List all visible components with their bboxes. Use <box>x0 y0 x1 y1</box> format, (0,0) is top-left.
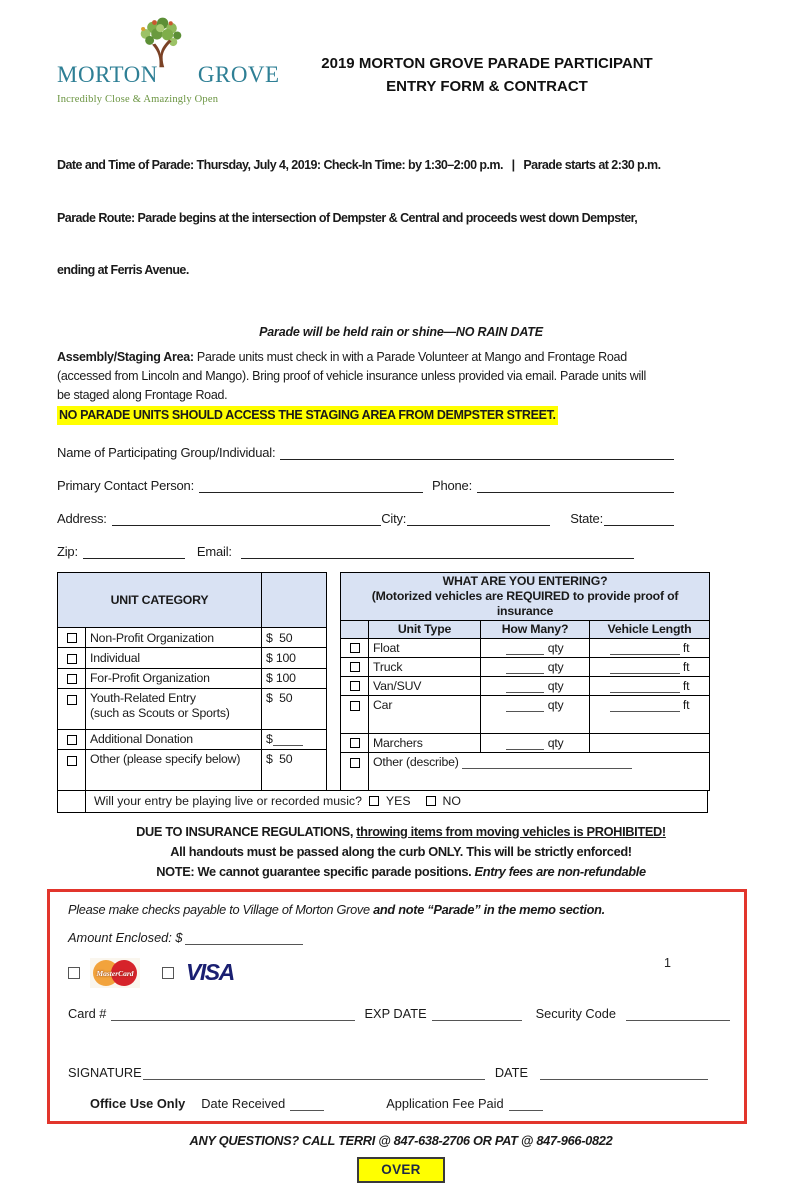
truck-checkbox[interactable] <box>350 662 360 672</box>
car-checkbox[interactable] <box>350 701 360 711</box>
row-price: $ 100 <box>262 668 327 688</box>
logo-word-grove: GROVE <box>197 62 280 87</box>
state-label: State: <box>570 510 603 526</box>
questions-line: ANY QUESTIONS? CALL TERRI @ 847-638-2706 OR PAT @ 847-966-0822 <box>189 1132 613 1148</box>
other-category-checkbox[interactable] <box>67 756 77 766</box>
assembly-line-2: (accessed from Lincoln and Mango). Bring proof of vehicle insurance unless provided via email. Parade units will <box>57 368 646 383</box>
table-row: Marchers qty <box>341 733 710 752</box>
handouts-note: All handouts must be passed along the curb ONLY. This will be strictly enforced! <box>170 843 632 859</box>
insurance-prohibited: throwing items from moving vehicles is PROHIBITED! <box>356 823 666 839</box>
col-how-many: How Many? <box>481 620 590 638</box>
checks-payable-text: Please make checks payable to Village of Morton Grove <box>68 901 374 917</box>
date-received-label: Date Received <box>201 1095 286 1111</box>
row-sublabel: (such as Scouts or Sports) <box>90 705 230 720</box>
address-label: Address: <box>57 510 107 526</box>
fee-paid-label: Application Fee Paid <box>386 1095 504 1111</box>
music-question-row <box>57 790 708 813</box>
youth-checkbox[interactable] <box>67 695 77 705</box>
address-line <box>57 507 674 526</box>
phone-blank[interactable] <box>477 479 674 493</box>
unit-type: Truck <box>369 657 481 676</box>
row-price: $ 100 <box>262 648 327 668</box>
amount-blank[interactable] <box>185 931 303 945</box>
unit-category-header: UNIT CATEGORY <box>58 572 262 628</box>
other-entry-checkbox[interactable] <box>350 758 360 768</box>
mastercard-checkbox[interactable] <box>68 967 80 979</box>
table-row <box>58 749 327 790</box>
route-line-2: ending at Ferris Avenue. <box>57 263 189 277</box>
logo-tagline: Incredibly Close & Amazingly Open <box>57 94 219 105</box>
row-label: Individual <box>86 648 262 668</box>
nonprofit-checkbox[interactable] <box>67 633 77 643</box>
float-checkbox[interactable] <box>350 643 360 653</box>
city-blank[interactable] <box>407 512 550 526</box>
row-label: Additional Donation <box>86 729 262 749</box>
over-button: OVER <box>357 1157 445 1183</box>
row-price: $ <box>266 732 273 747</box>
assembly-paragraph <box>57 348 745 425</box>
date-label: DATE <box>494 1064 528 1080</box>
fee-paid-blank[interactable] <box>509 1097 543 1111</box>
page-number: 1 <box>664 956 671 970</box>
table-row <box>341 752 710 790</box>
assembly-line-3: be staged along Frontage Road. <box>57 387 228 402</box>
music-yes-label: YES <box>385 794 411 808</box>
row-price: $ 50 <box>262 628 327 648</box>
email-label: Email: <box>196 543 232 559</box>
exp-date-label: EXP DATE <box>364 1005 427 1021</box>
group-name-label: Name of Participating Group/Individual: <box>57 444 276 460</box>
mastercard-wordmark: MasterCard <box>96 968 134 978</box>
mastercard-logo <box>90 958 140 988</box>
table-row: Car qty ft <box>341 695 710 733</box>
table-row <box>58 668 327 688</box>
table-row <box>58 628 327 648</box>
exp-date-blank[interactable] <box>432 1007 522 1021</box>
row-price: $ 50 <box>262 749 327 790</box>
contact-person-line <box>57 474 674 493</box>
assembly-line-1: Parade units must check in with a Parade Volunteer at Mango and Frontage Road <box>193 349 627 364</box>
visa-logo: VISA <box>186 959 234 985</box>
car-length-blank[interactable] <box>610 701 680 712</box>
contact-person-label: Primary Contact Person: <box>57 477 195 493</box>
office-use-label: Office Use Only <box>90 1095 186 1111</box>
row-label: Youth-Related Entry <box>90 690 196 705</box>
page-title <box>257 16 745 112</box>
contact-person-blank[interactable] <box>199 479 423 493</box>
unit-type: Other (describe) <box>373 754 459 769</box>
price-column-header <box>262 572 327 628</box>
staging-warning-highlight: NO PARADE UNITS SHOULD ACCESS THE STAGING AREA FROM DEMPSTER STREET. <box>57 406 558 425</box>
entering-table-header <box>341 572 710 620</box>
positions-note: NOTE: We cannot guarantee specific parade positions. <box>156 863 475 879</box>
individual-checkbox[interactable] <box>67 654 77 664</box>
tree-icon <box>135 16 187 68</box>
zip-blank[interactable] <box>83 545 185 559</box>
date-time-line: Date and Time of Parade: Thursday, July 4, 2019: Check-In Time: by 1:30–2:00 p.m. | Parade starts at 2:30 p.m. <box>57 158 661 172</box>
table-row <box>58 648 327 668</box>
music-question: Will your entry be playing live or recorded music? <box>94 794 362 808</box>
marchers-checkbox[interactable] <box>350 738 360 748</box>
logo-wordmark <box>57 62 280 88</box>
visa-checkbox[interactable] <box>162 967 174 979</box>
donation-amount-blank[interactable] <box>273 735 303 746</box>
header <box>57 16 745 112</box>
music-yes-checkbox[interactable] <box>369 796 379 806</box>
truck-qty-blank[interactable] <box>506 663 544 674</box>
van-length-blank[interactable] <box>610 682 680 693</box>
title-line-2: ENTRY FORM & CONTRACT <box>386 78 588 96</box>
entering-title: WHAT ARE YOU ENTERING? <box>442 573 608 588</box>
col-unit-type: Unit Type <box>369 620 481 638</box>
insurance-prefix: DUE TO INSURANCE REGULATIONS, <box>136 823 357 839</box>
row-price: $ 50 <box>262 688 327 729</box>
rain-note: Parade will be held rain or shine—NO RAIN DATE <box>259 324 543 339</box>
music-no-label: NO <box>442 794 461 808</box>
zip-email-line <box>57 540 674 559</box>
entry-tables <box>57 572 745 791</box>
table-row <box>58 688 327 729</box>
security-code-label: Security Code <box>535 1005 616 1021</box>
row-label: Other (please specify below) <box>86 749 262 790</box>
table-row: Float qty ft <box>341 638 710 657</box>
table-row <box>58 729 327 749</box>
parade-info-paragraph <box>57 122 745 315</box>
signature-blank[interactable] <box>143 1066 485 1080</box>
state-blank[interactable] <box>604 512 674 526</box>
row-label: Non-Profit Organization <box>86 628 262 648</box>
truck-length-blank[interactable] <box>610 663 680 674</box>
date-received-blank[interactable] <box>290 1097 324 1111</box>
card-number-label: Card # <box>68 1005 107 1021</box>
music-no-checkbox[interactable] <box>426 796 436 806</box>
morton-grove-logo <box>57 16 280 112</box>
van-qty-blank[interactable] <box>506 682 544 693</box>
float-qty-blank[interactable] <box>506 644 544 655</box>
date-blank[interactable] <box>540 1066 708 1080</box>
unit-type: Car <box>369 695 481 733</box>
marchers-qty-blank[interactable] <box>506 739 544 750</box>
group-name-blank[interactable] <box>280 446 674 460</box>
unit-type: Van/SUV <box>369 676 481 695</box>
logo-word-morton: MORTON <box>57 62 158 87</box>
unit-type: Float <box>369 638 481 657</box>
signature-label: SIGNATURE <box>68 1064 142 1080</box>
unit-type: Marchers <box>369 733 481 752</box>
van-checkbox[interactable] <box>350 681 360 691</box>
phone-label: Phone: <box>431 477 472 493</box>
float-length-blank[interactable] <box>610 644 680 655</box>
forprofit-checkbox[interactable] <box>67 674 77 684</box>
col-vehicle-length: Vehicle Length <box>590 620 710 638</box>
entering-subtitle: (Motorized vehicles are REQUIRED to provide proof of insurance <box>371 588 679 618</box>
email-blank[interactable] <box>241 545 634 559</box>
table-row: Van/SUV qty ft <box>341 676 710 695</box>
table-row: Truck qty ft <box>341 657 710 676</box>
address-blank[interactable] <box>112 512 382 526</box>
car-qty-blank[interactable] <box>506 701 544 712</box>
zip-label: Zip: <box>57 543 78 559</box>
payment-box <box>47 889 747 1124</box>
route-line: Parade Route: Parade begins at the intersection of Dempster & Central and proceeds west down Dempster, <box>57 210 638 225</box>
memo-note: and note “Parade” in the memo section. <box>373 901 605 917</box>
amount-enclosed-label: Amount Enclosed: $ <box>68 929 183 945</box>
card-number-blank[interactable] <box>111 1007 354 1021</box>
assembly-label: Assembly/Staging Area: <box>57 349 194 364</box>
entering-table <box>340 572 710 791</box>
group-name-line <box>57 441 674 460</box>
unit-category-table <box>57 572 327 791</box>
title-line-1: 2019 MORTON GROVE PARADE PARTICIPANT <box>321 55 653 72</box>
insurance-notes <box>57 822 745 882</box>
nonrefundable-note: Entry fees are non-refundable <box>474 863 646 879</box>
donation-checkbox[interactable] <box>67 735 77 745</box>
row-label: For-Profit Organization <box>86 668 262 688</box>
security-code-blank[interactable] <box>626 1007 730 1021</box>
city-label: City: <box>381 510 407 526</box>
other-describe-blank[interactable] <box>462 758 632 769</box>
